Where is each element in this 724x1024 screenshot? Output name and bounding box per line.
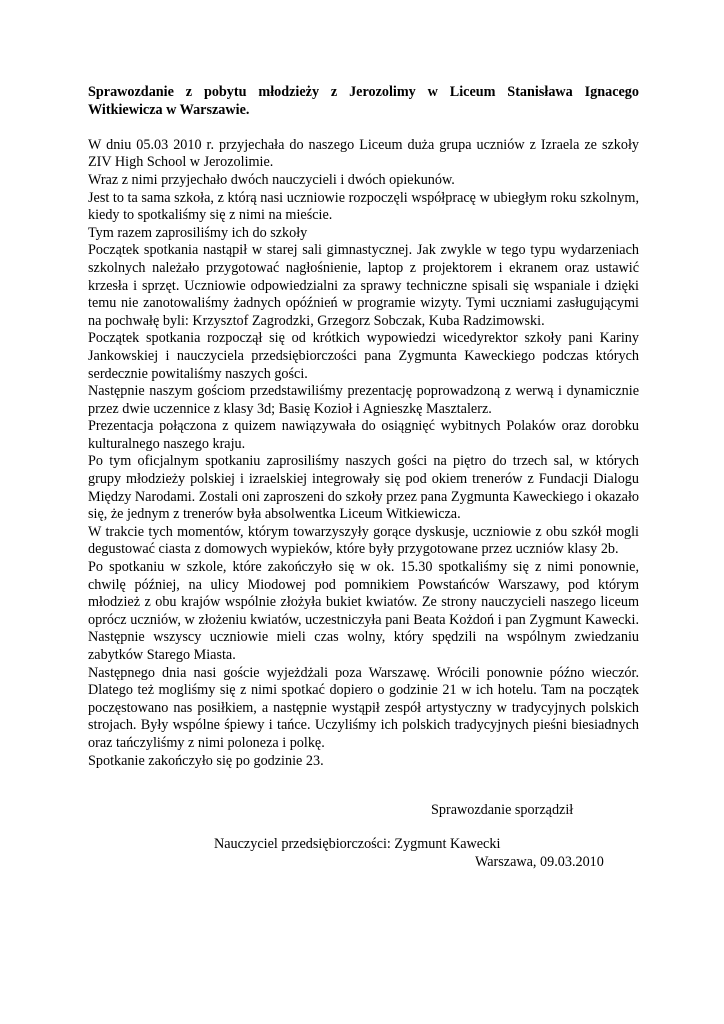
paragraph: Prezentacja połączona z quizem nawiązywała do osiągnięć wybitnych Polaków oraz dorobku kulturalnego naszego kraju. [88,418,639,452]
paragraph: Następnego dnia nasi goście wyjeżdżali poza Warszawę. Wrócili ponownie późno wieczór. Dlatego też mogliśmy się z nimi spotkać dopiero o godzinie 21 w ich hotelu. Tam na początek poczęstowano nas posiłkiem, a następnie wystąpił zespół artystyczny w tradycyjnych polskich strojach. Były wspólne śpiewy i tańce. Uczyliśmy ich polskich tradycyjnych pieśni biesiadnych oraz tańczyliśmy z nimi poloneza i polkę. [88,664,639,751]
author-line: Nauczyciel przedsiębiorczości: Zygmunt Kawecki [214,836,501,852]
paragraph: Spotkanie zakończyło się po godzinie 23. [88,752,324,769]
paragraph: Następnie naszym gościom przedstawiliśmy prezentację poprowadzoną z werwą i dynamicznie przez dwie uczennice z klasy 3d; Basię Kozioł i Agnieszkę Masztalerz. [88,383,639,417]
paragraph: Tym razem zaprosiliśmy ich do szkoły [88,224,308,241]
report-body [88,84,639,770]
paragraph: Początek spotkania nastąpił w starej sali gimnastycznej. Jak zwykle w tego typu wydarzeniach szkolnych należało przygotować nagłośnienie, laptop z projektorem i ekranem oraz ustawić krzesła i sprzęt. Uczniowie odpowiedzialni za sprawy techniczne spisali się wspaniale i dzięki temu nie zanotowaliśmy żadnych opóźnień w programie wizyty. Tymi uczniami zasługującymi na pochwałę byli: Krzysztof Zagrodzki, Grzegorz Sobczak, Kuba Radzimowski. [88,242,639,329]
paragraph: Wraz z nimi przyjechało dwóch nauczycieli i dwóch opiekunów. [88,171,455,188]
paragraph: Początek spotkania rozpoczął się od krótkich wypowiedzi wicedyrektor szkoły pani Kariny Jankowskiej i nauczyciela przedsiębiorczości pana Zygmunta Kaweckiego podczas których serdecznie powitaliśmy naszych gości. [88,330,639,382]
paragraph: Po tym oficjalnym spotkaniu zaprosiliśmy naszych gości na piętro do trzech sal, w których grupy młodzieży polskiej i izraelskiej integrowały się pod okiem trenerów z Fundacji Dialogu Między Narodami. Zostali oni zaproszeni do szkoły przez pana Zygmunta Kaweckiego i okazało się, że jednym z trenerów była absolwentka Liceum Witkiewicza. [88,453,639,523]
place-date: Warszawa, 09.03.2010 [475,854,604,870]
paragraph: Jest to ta sama szkoła, z którą nasi uczniowie rozpoczęli współpracę w ubiegłym roku szkolnym, kiedy to spotkaliśmy się z nimi na mieście. [88,189,639,224]
report-title: Sprawozdanie z pobytu młodzieży z Jerozolimy w Liceum Stanisława Ignacego Witkiewicza w Warszawie. [88,84,639,118]
paragraph: W trakcie tych momentów, którym towarzyszyły gorące dyskusje, uczniowie z obu szkół mogli degustować ciasta z domowych wypieków, które były przygotowane przez uczniów klasy 2b. [88,523,639,558]
prepared-by-label: Sprawozdanie sporządził [431,802,574,818]
paragraph: W dniu 05.03 2010 r. przyjechała do naszego Liceum duża grupa uczniów z Izraela ze szkoły ZIV High School w Jerozolimie. [88,136,639,171]
paragraph: Po spotkaniu w szkole, które zakończyło się w ok. 15.30 spotkaliśmy się z nimi ponownie, chwilę później, na ulicy Miodowej pod pomnikiem Powstańców Warszawy, pod którym młodzież z obu krajów wspólnie złożyła bukiet kwiatów. Ze strony nauczycieli naszego liceum oprócz uczniów, w złożeniu kwiatów, uczestniczyła pani Beata Kożdoń i pan Zygmunt Kawecki. Następnie wszyscy uczniowie mieli czas wolny, który spędzili na wspólnym zwiedzaniu zabytków Starego Miasta. [88,559,639,663]
